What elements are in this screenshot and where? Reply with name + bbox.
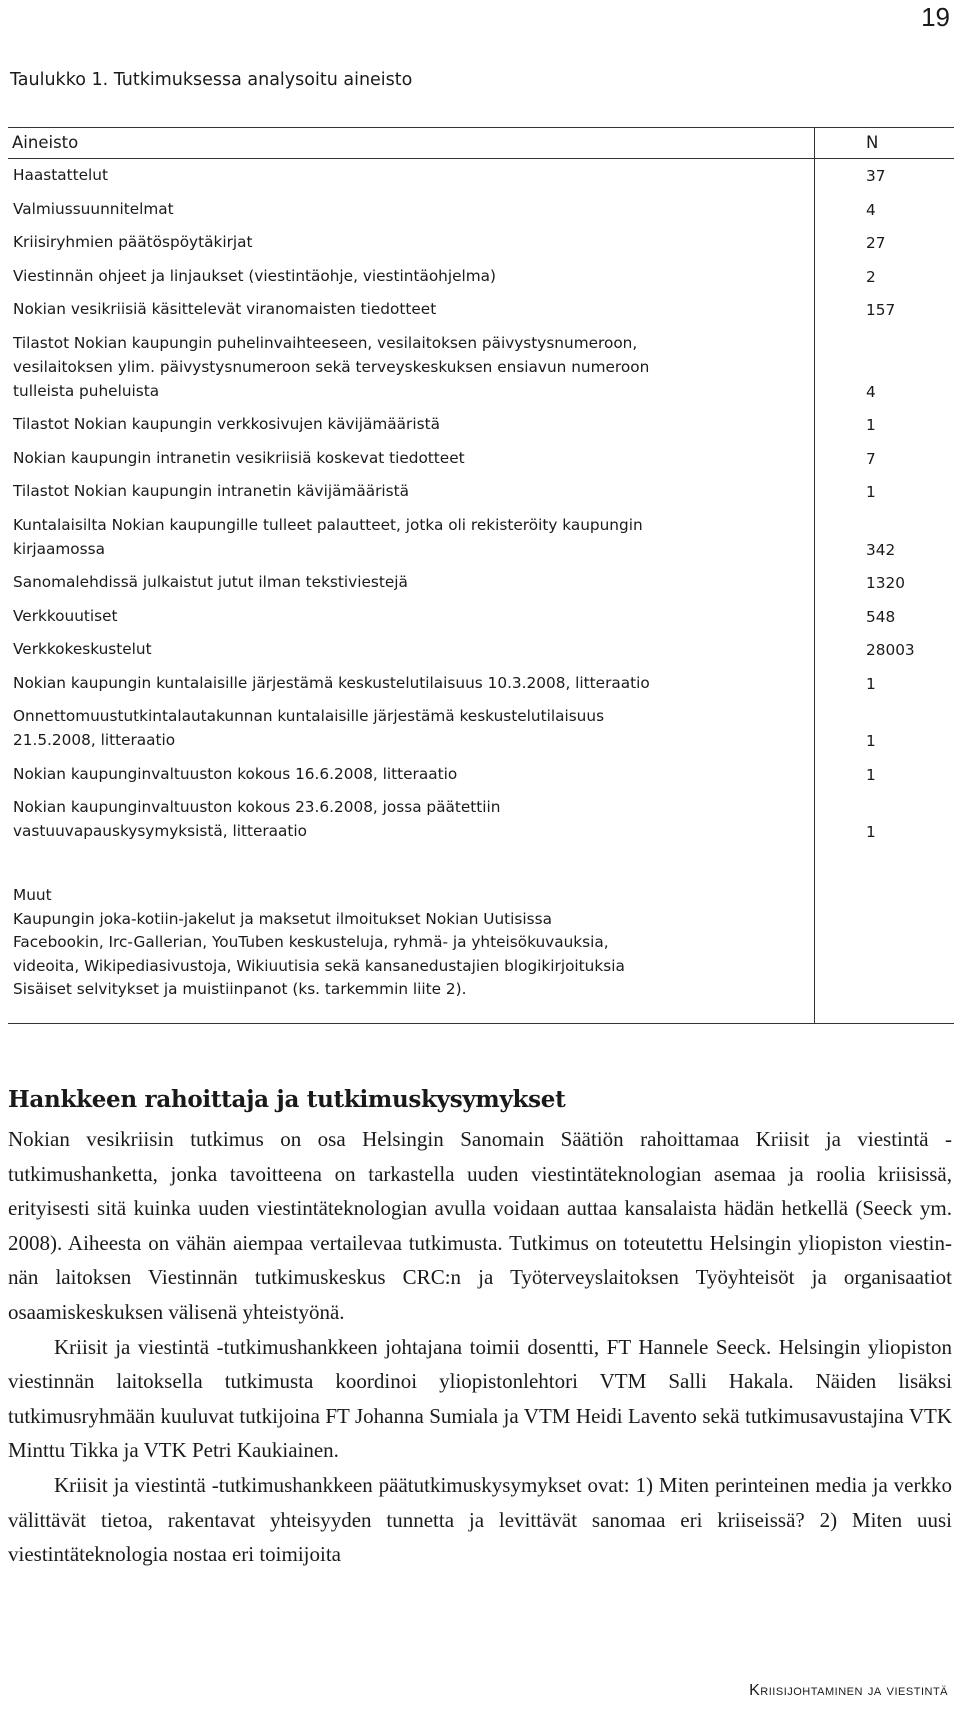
row-count: 1 [866,823,876,841]
row-text: Onnettomuustutkintalautakunnan kuntalaisille järjestämä keskustelutilaisuus [13,707,605,725]
row-count: 548 [866,607,896,626]
row-text: Nokian kaupunginvaltuuston kokous 16.6.2008, litteraatio [13,764,458,783]
column-divider [814,128,815,1023]
row-text: Tilastot Nokian kaupungin verkkosivujen kävijämääristä [13,415,440,433]
row-text: Nokian vesikriisiä käsittelevät viranomaisten tiedotteet [13,300,437,318]
muut-block [13,884,625,1002]
muut-title: Muut [13,886,52,904]
row-text: Nokian kaupungin intranetin vesikriisiä koskevat tiedotteet [13,448,465,467]
data-table [8,127,954,1024]
row-text: vastuuvapauskysymyksistä, litteraatio [13,822,307,840]
row-text: Verkkouutiset [13,606,118,625]
row-count: 1 [866,483,876,501]
row-count: 28003 [866,641,915,659]
table-caption: Taulukko 1. Tutkimuksessa analysoitu aineisto [10,70,413,90]
header-material: Aineisto [12,133,79,152]
row-count: 4 [866,200,876,219]
muut-line: Sisäiset selvitykset ja muistiinpanot (ks. tarkemmin liite 2). [13,980,467,999]
row-text: Sanomalehdissä julkaistut jutut ilman tekstiviestejä [13,573,408,591]
paragraph: Kriisit ja viestintä -tutkimushankkeen päätutkimuskysymykset ovat: 1) Miten perinteinen media ja verkko välittävät tietoa, rakentavat yhteisyyden tunnetta ja levittävät sanomaa eri kriiseissä? 2) Miten uusi viestintäteknologia nostaa eri toimijoita [8,1472,952,1567]
row-text: Tilastot Nokian kaupungin intranetin kävijämääristä [13,482,409,500]
row-count: 1 [866,674,876,693]
running-footer: Kriisijohtaminen ja viestintä [749,1682,948,1699]
row-count: 1 [866,416,876,434]
row-count: 2 [866,267,876,286]
row-text: tulleista puheluista [13,381,160,400]
row-text: vesilaitoksen ylim. päivystysnumeroon sekä terveyskeskuksen ensiavun numeroon [13,357,650,376]
row-count: 7 [866,449,876,468]
row-count: 37 [866,167,886,185]
muut-line: Kaupungin joka-kotiin-jakelut ja maksetut ilmoitukset Nokian Uutisissa [13,909,552,928]
row-text: Kuntalaisilta Nokian kaupungille tulleet palautteet, jotka oli rekisteröity kaupungin [13,515,643,534]
muut-line: Facebookin, Irc-Gallerian, YouTuben keskusteluja, ryhmä- ja yhteisökuvauksia, [13,933,609,952]
row-text: Nokian kaupunginvaltuuston kokous 23.6.2008, jossa päätettiin [13,798,501,816]
row-text: 21.5.2008, litteraatio [13,731,176,749]
row-count: 4 [866,382,876,401]
body-text [8,1122,952,1572]
section-heading: Hankkeen rahoittaja ja tutkimuskysymykset [8,1086,566,1113]
row-count: 1 [866,732,876,750]
row-text: kirjaamossa [13,539,105,558]
row-text: Nokian kaupungin kuntalaisille järjestämä keskustelutilaisuus 10.3.2008, litteraatio [13,673,650,692]
header-count: N [866,133,879,152]
page-number: 19 [921,2,950,32]
row-count: 1320 [866,574,905,592]
row-text: Tilastot Nokian kaupungin puhelinvaihteeseen, vesilaitoksen päivystysnumeroon, [13,333,638,352]
row-count: 27 [866,234,886,252]
row-count: 1 [866,765,876,784]
table-header-row [8,128,954,159]
row-text: Viestinnän ohjeet ja linjaukset (viestintäohje, viestintäohjelma) [13,266,497,285]
row-text: Kriisiryhmien päätöspöytäkirjat [13,233,253,251]
muut-line: videoita, Wikipediasivustoja, Wikiuutisia sekä kansanedustajien blogikirjoituksia [13,956,625,975]
paragraph: Kriisit ja viestintä -tutkimushankkeen johtajana toimii dosentti, FT Hannele Seeck. Helsingin yliopiston viestinnän laitoksella tutkimusta koordinoi yliopistonlehtori VTM Salli Hakala. Näiden lisäksi tutkimusryhmään kuuluvat tutkijoina FT Johanna Sumiala ja VTM Heidi Lavento sekä tutkimusavustajina VTK Minttu Tikka ja VTK Petri Kaukiainen. [8,1334,952,1463]
row-text: Valmiussuunnitelmat [13,199,174,218]
row-count: 157 [866,301,896,319]
row-count: 342 [866,540,896,559]
paragraph: Nokian vesikriisin tutkimus on osa Helsingin Sanomain Säätiön rahoittamaa Kriisit ja viestintä -tutkimushanketta, jonka tavoitteena on tarkastella uuden viestintäteknologian asemaa ja roolia kriisissä, erityisesti sitä kuinka uuden viestintäteknologian avulla voidaan auttaa kansalaista hädän hetkellä (Seeck ym. 2008). Aiheesta on vähän aiempaa vertailevaa tutkimusta. Tutkimus on toteutettu Helsingin yliopiston viestinnän laitoksen Viestinnän tutkimuskeskus CRC:n ja Työterveyslaitoksen Työyhteisöt ja organisaatiot osaamiskeskuksen välisenä yhteistyönä. [8,1127,952,1324]
row-text: Haastattelut [13,166,108,184]
row-text: Verkkokeskustelut [13,640,152,658]
